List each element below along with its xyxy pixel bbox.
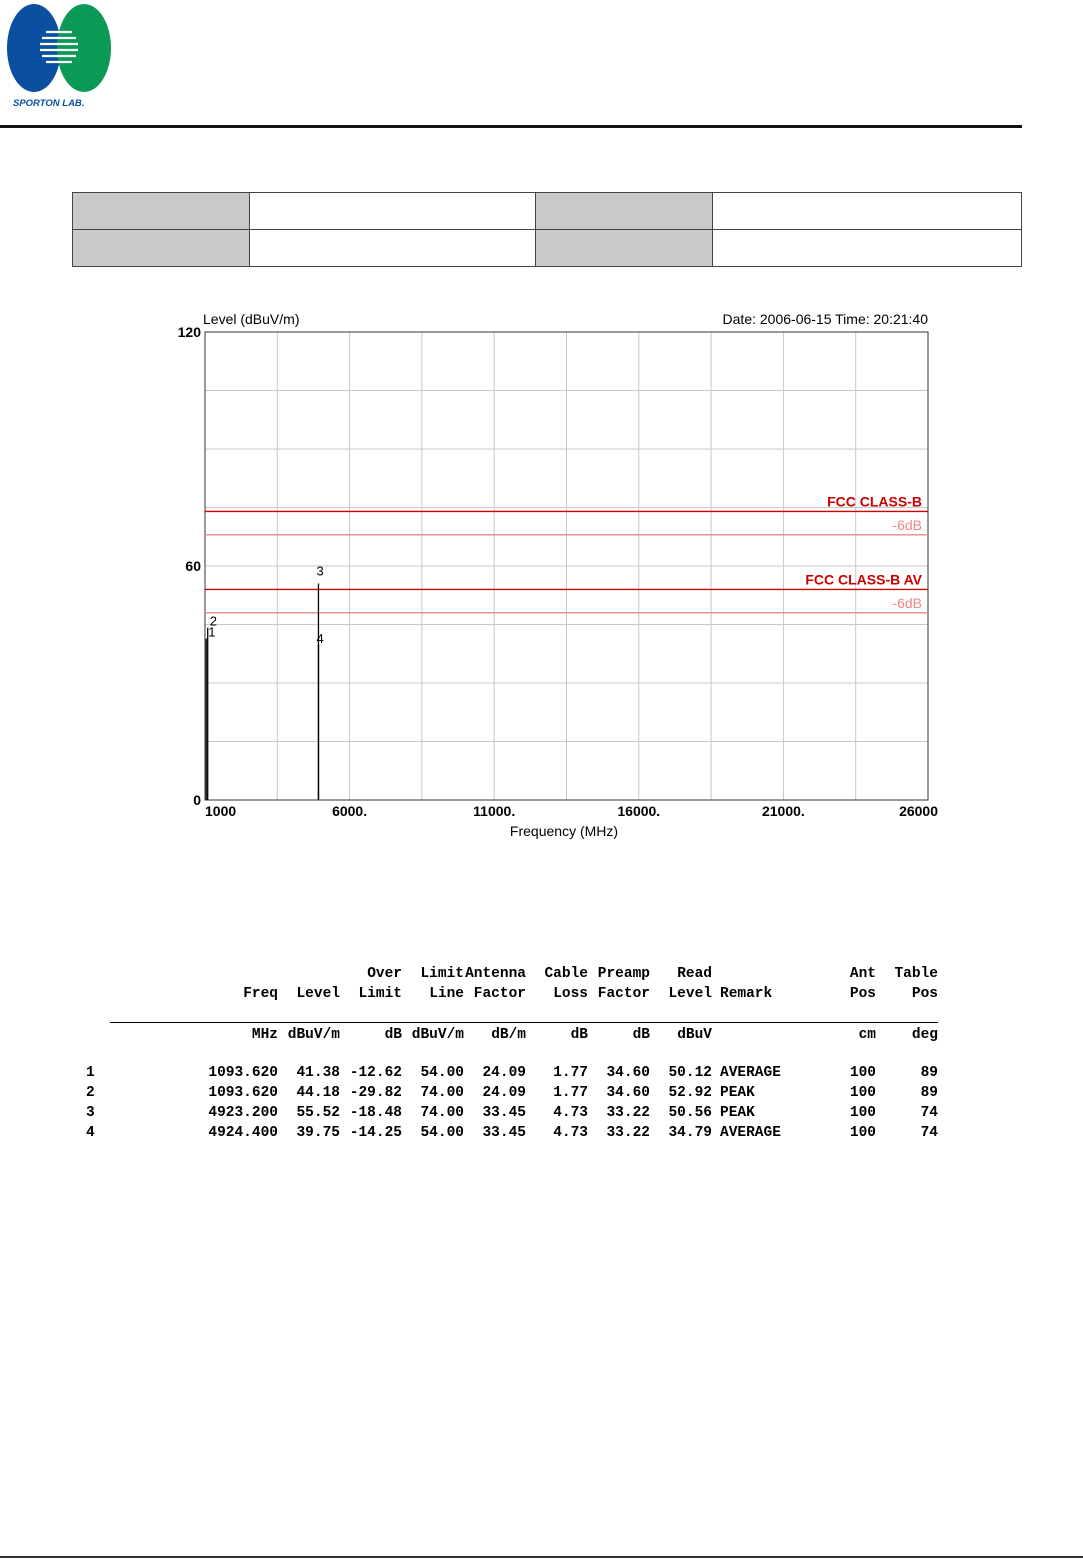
cell-antpos: 100 — [849, 1065, 876, 1081]
spacer-cell — [278, 1004, 340, 1023]
cell-pre: 34.60 — [606, 1065, 650, 1081]
table-gap-row — [86, 1004, 938, 1023]
cell-antpos: 100 — [849, 1105, 876, 1121]
units-cell: dBuV/m — [278, 1023, 340, 1046]
spacer-cell — [340, 1004, 402, 1023]
header-cell: Level — [296, 986, 340, 1002]
table-row — [86, 1063, 938, 1083]
footer-rule — [0, 1556, 1083, 1558]
x-tick-label: 11000. — [473, 803, 516, 819]
header-cell: Level — [668, 986, 712, 1002]
x-tick-label: 16000. — [617, 803, 661, 819]
cell-level: 41.38 — [296, 1065, 340, 1081]
cell-level: 39.75 — [296, 1125, 340, 1141]
cell-limit: 74.00 — [420, 1105, 464, 1121]
units-cell: dBuV — [650, 1023, 712, 1046]
spacer-cell — [820, 1045, 876, 1063]
cell-cable: 1.77 — [553, 1065, 588, 1081]
header-rule — [0, 125, 1022, 128]
cell-pre: 34.60 — [606, 1085, 650, 1101]
cell-over: -12.62 — [349, 1065, 402, 1081]
cell-ant: 24.09 — [482, 1085, 526, 1101]
cell-ant: 33.45 — [482, 1105, 526, 1121]
header-cell: Cable — [544, 966, 588, 982]
spacer-cell — [110, 1045, 278, 1063]
measurement-table — [86, 964, 938, 1143]
marker-label: 1 — [208, 624, 216, 640]
header-cell: Ant — [849, 966, 876, 982]
cell-remark: AVERAGE — [720, 1125, 781, 1141]
cell-limit: 54.00 — [420, 1065, 464, 1081]
cell-over: -14.25 — [349, 1125, 402, 1141]
units-cell: dB — [588, 1023, 650, 1046]
header-cell: Pos — [911, 986, 938, 1002]
y-axis-label: Level (dBuV/m) — [203, 311, 300, 327]
info-label-cell — [536, 230, 713, 267]
header-cell — [278, 964, 340, 984]
row-index-cell — [86, 984, 110, 1004]
cell-freq: 4924.400 — [208, 1125, 278, 1141]
row-index-cell — [86, 1004, 110, 1023]
chart-grid — [205, 332, 928, 800]
info-label-cell — [73, 193, 250, 230]
date-time-label: Date: 2006-06-15 Time: 20:21:40 — [722, 311, 928, 327]
cell-read: 34.79 — [668, 1125, 712, 1141]
units-cell: dB — [340, 1023, 402, 1046]
units-cell: dB — [526, 1023, 588, 1046]
header-cell: Line — [429, 986, 464, 1002]
spacer-cell — [820, 1004, 876, 1023]
cell-remark: PEAK — [720, 1105, 755, 1121]
logo-text: SPORTON LAB. — [13, 98, 85, 109]
table-gap-row — [86, 1045, 938, 1063]
cell-over: -29.82 — [349, 1085, 402, 1101]
header-cell: Pos — [849, 986, 876, 1002]
header-cell — [110, 964, 278, 984]
spacer-cell — [402, 1004, 464, 1023]
marker-label: 4 — [316, 630, 324, 646]
cell-pre: 33.22 — [606, 1125, 650, 1141]
table-header-row — [86, 964, 938, 984]
header-cell — [712, 964, 820, 984]
info-row — [73, 193, 1022, 230]
table-header-row — [86, 984, 938, 1004]
header-cell: Remark — [720, 986, 773, 1002]
header-cell: Table — [894, 966, 938, 982]
table-row — [86, 1103, 938, 1123]
cell-read: 50.12 — [668, 1065, 712, 1081]
marker-label: 3 — [316, 563, 324, 579]
units-cell — [712, 1023, 820, 1046]
x-tick-label: 6000. — [332, 803, 368, 819]
units-cell: cm — [820, 1023, 876, 1046]
x-tick-label: 21000. — [761, 803, 805, 819]
header-cell: Preamp — [597, 966, 650, 982]
info-row — [73, 230, 1022, 267]
info-table — [72, 192, 1022, 267]
cell-cable: 4.73 — [553, 1105, 588, 1121]
cell-tablepos: 74 — [920, 1105, 938, 1121]
cell-read: 50.56 — [668, 1105, 712, 1121]
header-cell: Antenna — [465, 966, 526, 982]
spacer-cell — [110, 1004, 278, 1023]
cell-freq: 1093.620 — [208, 1085, 278, 1101]
cell-tablepos: 89 — [920, 1065, 938, 1081]
table-row — [86, 1123, 938, 1143]
row-index: 4 — [86, 1125, 95, 1141]
y-tick-label: 0 — [193, 792, 201, 808]
y-tick-label: 120 — [177, 324, 201, 340]
info-value-cell — [250, 230, 536, 267]
row-index-cell — [86, 1023, 110, 1046]
marker-lines — [206, 563, 324, 800]
info-label-cell — [536, 193, 713, 230]
cell-cable: 4.73 — [553, 1125, 588, 1141]
spacer-cell — [464, 1004, 526, 1023]
spacer-cell — [650, 1004, 712, 1023]
header-cell: Loss — [553, 986, 588, 1002]
header-cell: Over — [367, 966, 402, 982]
units-cell: MHz — [110, 1023, 278, 1046]
row-index: 2 — [86, 1085, 95, 1101]
x-tick-label: 26000 — [899, 803, 938, 819]
spacer-cell — [340, 1045, 402, 1063]
cell-antpos: 100 — [849, 1085, 876, 1101]
spacer-cell — [526, 1045, 588, 1063]
info-value-cell — [713, 193, 1022, 230]
spacer-cell — [278, 1045, 340, 1063]
cell-freq: 1093.620 — [208, 1065, 278, 1081]
spacer-cell — [402, 1045, 464, 1063]
spacer-cell — [876, 1045, 938, 1063]
cell-limit: 54.00 — [420, 1125, 464, 1141]
x-tick-label: 1000 — [205, 803, 237, 819]
spacer-cell — [464, 1045, 526, 1063]
emission-chart — [160, 300, 960, 860]
limit-line-label: -6dB — [892, 516, 922, 533]
cell-read: 52.92 — [668, 1085, 712, 1101]
header-cell: Freq — [243, 986, 278, 1002]
header-cell: Factor — [473, 986, 526, 1002]
info-label-cell — [73, 230, 250, 267]
spacer-cell — [526, 1004, 588, 1023]
sporton-lab-logo — [4, 2, 114, 110]
units-cell: dBuV/m — [402, 1023, 464, 1046]
header-cell: Limit — [358, 986, 402, 1002]
info-value-cell — [250, 193, 536, 230]
units-cell: deg — [876, 1023, 938, 1046]
spacer-cell — [588, 1004, 650, 1023]
row-index-cell — [86, 1045, 110, 1063]
limit-line-label: FCC CLASS-B AV — [805, 571, 922, 588]
spacer-cell — [712, 1045, 820, 1063]
cell-freq: 4923.200 — [208, 1105, 278, 1121]
cell-tablepos: 74 — [920, 1125, 938, 1141]
cell-over: -18.48 — [349, 1105, 402, 1121]
limit-line-label: -6dB — [892, 594, 922, 611]
cell-ant: 33.45 — [482, 1125, 526, 1141]
info-value-cell — [713, 230, 1022, 267]
marker-label: 2 — [209, 613, 217, 629]
row-index: 3 — [86, 1105, 95, 1121]
spacer-cell — [650, 1045, 712, 1063]
row-index: 1 — [86, 1065, 95, 1081]
table-row — [86, 1083, 938, 1103]
row-index-cell — [86, 964, 110, 984]
spacer-cell — [588, 1045, 650, 1063]
spacer-cell — [712, 1004, 820, 1023]
header-cell: Read — [677, 966, 712, 982]
cell-ant: 24.09 — [482, 1065, 526, 1081]
spacer-cell — [876, 1004, 938, 1023]
cell-level: 44.18 — [296, 1085, 340, 1101]
cell-level: 55.52 — [296, 1105, 340, 1121]
cell-antpos: 100 — [849, 1125, 876, 1141]
y-tick-label: 60 — [185, 558, 201, 574]
cell-pre: 33.22 — [606, 1105, 650, 1121]
cell-cable: 1.77 — [553, 1085, 588, 1101]
limit-line-label: FCC CLASS-B — [827, 493, 922, 510]
cell-tablepos: 89 — [920, 1085, 938, 1101]
cell-remark: AVERAGE — [720, 1065, 781, 1081]
header-cell: Factor — [597, 986, 650, 1002]
units-cell: dB/m — [464, 1023, 526, 1046]
header-cell: Limit — [420, 966, 464, 982]
cell-remark: PEAK — [720, 1085, 755, 1101]
x-axis-label: Frequency (MHz) — [509, 823, 619, 839]
cell-limit: 74.00 — [420, 1085, 464, 1101]
table-units-row — [86, 1023, 938, 1046]
